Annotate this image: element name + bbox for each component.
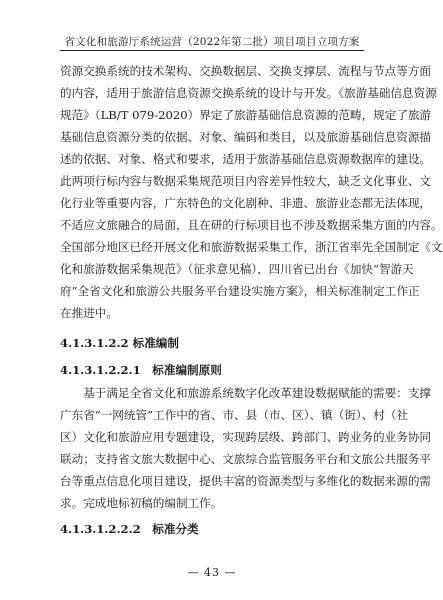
text-line: 广东省“一网统管”工作中的省、市、县（市、区）、镇（街）、村（社 xyxy=(60,408,409,422)
section-heading-compilation-principles: 4.1.3.1.2.2.1 标准编制原则 xyxy=(60,363,222,377)
text-line: 基础信息资源分类的依据、对象、编码和类目，以及旅游基础信息资源描 xyxy=(60,130,432,144)
text-line: 府”全省文化和旅游公共服务平台建设实施方案》，相关标准制定工作正 xyxy=(60,284,420,298)
page-number: — 43 — xyxy=(187,566,237,579)
paragraph-compilation-principles xyxy=(60,382,432,514)
text-line: 不适应文旅融合的局面，且在研的行标项目也不涉及数据采集方面的内容。 xyxy=(60,218,443,232)
section-heading-standard-compilation: 4.1.3.1.2.2 标准编制 xyxy=(60,336,179,350)
document-body xyxy=(60,60,443,541)
text-line: 全国部分地区已经开展文化和旅游数据采集工作，浙江省率先全国制定《文 xyxy=(60,240,443,254)
text-line: 台等重点信息化项目建设，提供丰富的资源类型与多维化的数据来源的需 xyxy=(60,474,432,488)
header-divider xyxy=(60,50,364,51)
text-line: 化和旅游数据采集规范》（征求意见稿），四川省已出台《加快“智游天 xyxy=(60,262,414,276)
page-header: 省文化和旅游厅系统运营（2022年第二批）项目项目立项方案 xyxy=(64,36,360,48)
text-line: 求。完成地标初稿的编制工作。 xyxy=(60,496,223,510)
text-line: 述的依据、对象、格式和要求，适用于旅游基础信息资源数据库的建设。 xyxy=(60,152,432,166)
text-line: 区）文化和旅游应用专题建设，实现跨层级、跨部门、跨业务的业务协同 xyxy=(60,430,432,444)
text-line: 在推进中。 xyxy=(60,306,118,320)
text-line: 联动；支持省文旅大数据中心、文旅综合监管服务平台和文旅公共服务平 xyxy=(60,452,432,466)
text-line: 规范》（LB/T 079-2020）界定了旅游基础信息资源的范畴，规定了旅游 xyxy=(60,108,432,122)
text-line: 资源交换系统的技术架构、交换数据层、交换支撑层、流程与节点等方面 xyxy=(60,64,432,78)
text-line: 的内容，适用于旅游信息资源交换系统的设计与开发。《旅游基础信息资源 xyxy=(60,86,437,100)
paragraph-standards-analysis xyxy=(60,60,443,324)
text-line: 化行业等重要内容，广东特色的文化剧种、非遗、旅游业态都无法体现， xyxy=(60,196,432,210)
text-line: 基于满足全省文化和旅游系统数字化改革建设数据赋能的需要：支撑 xyxy=(83,386,432,400)
text-line: 此两项行标内容与数据采集规范项目内容差异性较大，缺乏文化事业、文 xyxy=(60,174,432,188)
section-heading-standard-classification: 4.1.3.1.2.2.2 标准分类 xyxy=(60,522,199,536)
